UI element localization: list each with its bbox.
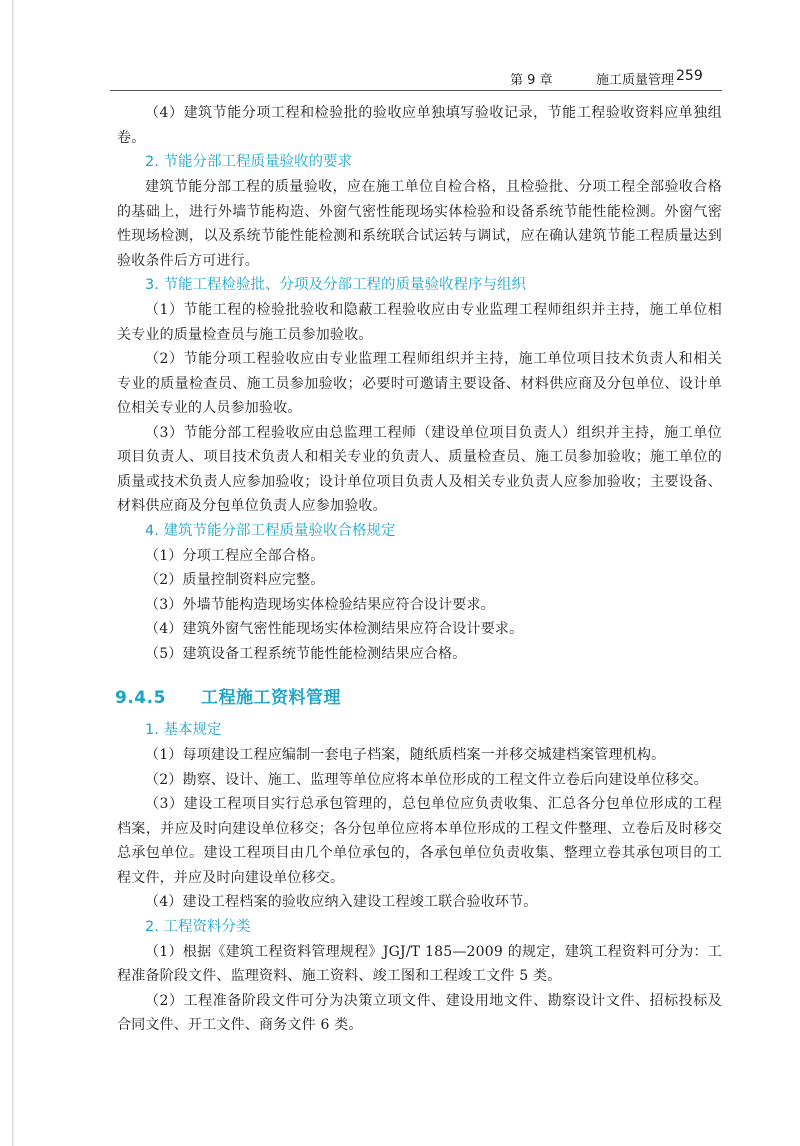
paragraph: （3）建设工程项目实行总承包管理的，总包单位应负责收集、汇总各分包单位形成的工程档案，并应及时向建设单位移交；各分包单位应将本单位形成的工程文件整理、立卷后及时移交总承包单位。建设工程项目由几个单位承包的，各承包单位负责收集、整理立卷其承包项目的工程文件，并应及时向建设单位移交。 (117, 796, 722, 886)
list-item: （1）分项工程应全部合格。 (145, 547, 325, 564)
paragraph: （4）建设工程档案的验收应纳入建设工程竣工联合验收环节。 (145, 894, 538, 910)
subsection-heading: 3. 节能工程检验批、分项及分部工程的质量验收程序与组织 (145, 277, 526, 293)
page-body (117, 101, 722, 1038)
paragraph: （2）勘察、设计、施工、监理等单位应将本单位形成的工程文件立卷后向建设单位移交。 (145, 771, 708, 788)
paragraph: （1）节能工程的检验批验收和隐蔽工程验收应由专业监理工程师组织并主持，施工单位相关专业的质量检查员与施工员参加验收。 (117, 302, 722, 343)
header-title: 施工质量管理 (596, 73, 675, 88)
paragraph: （2）工程准备阶段文件可分为决策立项文件、建设用地文件、勘察设计文件、招标投标及合同文件、开工文件、商务文件 6 类。 (117, 992, 722, 1033)
list-item: （4）建筑外窗气密性能现场实体检测结果应符合设计要求。 (145, 621, 524, 637)
page-spine-shadow (12, 0, 14, 1146)
header-chapter: 第 9 章 (510, 73, 553, 88)
paragraph: （3）节能分部工程验收应由总监理工程师（建设单位项目负责人）组织并主持，施工单位项目负责人、项目技术负责人和相关专业的负责人、质量检查员、施工员参加验收；施工单位的质量或技术负责人应参加验收；设计单位项目负责人及相关专业负责人应参加验收；主要设备、材料供应商及分包单位负责人应参加验收。 (117, 424, 722, 514)
subsection-heading: 2. 工程资料分类 (145, 918, 251, 935)
section-number: 9.4.5 (115, 688, 166, 708)
list-item: （2）质量控制资料应完整。 (145, 572, 325, 588)
section-title: 工程施工资料管理 (201, 688, 341, 708)
section-heading (115, 682, 722, 714)
paragraph: （4）建筑节能分项工程和检验批的验收应单独填写验收记录，节能工程验收资料应单独组卷。 (117, 105, 722, 146)
list-item: （3）外墙节能构造现场实体检验结果应符合设计要求。 (145, 596, 495, 613)
subsection-heading: 2. 节能分部工程质量验收的要求 (145, 154, 352, 170)
running-header (510, 66, 712, 88)
subsection-heading: 4. 建筑节能分部工程质量验收合格规定 (145, 522, 396, 539)
page-number: 259 (676, 68, 703, 84)
list-item: （5）建筑设备工程系统节能性能检测结果应合格。 (145, 645, 467, 662)
header-rule (110, 90, 722, 91)
paragraph: 建筑节能分部工程的质量验收，应在施工单位自检合格，且检验批、分项工程全部验收合格的基础上，进行外墙节能构造、外窗气密性能现场实体检验和设备系统节能性能检测。外窗气密性现场检测，以及系统节能性能检测和系统联合试运转与调试，应在确认建筑节能工程质量达到验收条件后方可进行。 (117, 179, 722, 269)
paragraph: （2）节能分项工程验收应由专业监理工程师组织并主持，施工单位项目技术负责人和相关专业的质量检查员、施工员参加验收；必要时可邀请主要设备、材料供应商及分包单位、设计单位相关专业的人员参加验收。 (117, 351, 722, 416)
subsection-heading: 1. 基本规定 (145, 722, 222, 738)
paragraph: （1）每项建设工程应编制一套电子档案，随纸质档案一并移交城建档案管理机构。 (145, 747, 666, 763)
paragraph: （1）根据《建筑工程资料管理规程》JGJ/T 185—2009 的规定，建筑工程资料可分为：工程准备阶段文件、监理资料、施工资料、竣工图和工程竣工文件 5 类。 (117, 943, 722, 984)
